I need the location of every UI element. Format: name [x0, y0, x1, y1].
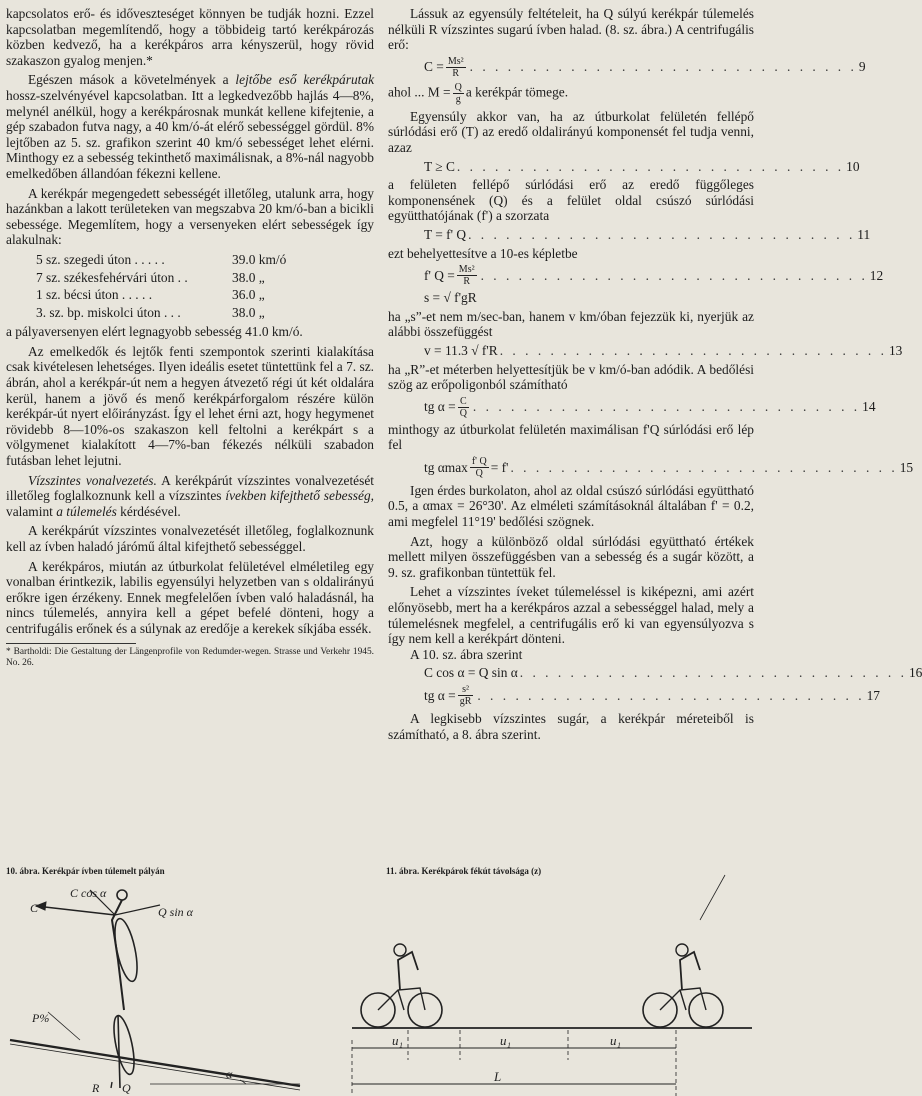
left-paragraph-8: A kerékpáros, miután az útburkolat felületével elméletileg egy vonalban érintkezik, labilis egyensúlyi helyzetben van s oldalirányú erőkre igen érzékeny. Ennek megfelelően ívben való haladásnál, ha nincs túlemelés, annyira kell a gépet befelé dönteni, hogy a centrifugális erőnek és a súlynak az eredője a kerekek síkjába essék.: [6, 558, 374, 636]
route-name: 3. sz. bp. miskolci úton . . .: [36, 304, 181, 320]
p-pointer: [48, 1012, 80, 1040]
equation-number: 10: [846, 158, 860, 174]
numerator: Ms²: [458, 264, 475, 276]
equation-lhs: C =: [424, 59, 444, 75]
right-paragraph-7: ha „R”-et méterben helyettesítjük be v km/ó-ban adódik. A bedőlési szög az erőpoligonból számítható: [388, 361, 754, 393]
rider-1-head: [394, 944, 406, 956]
route-speed: 38.0 „: [232, 269, 265, 285]
equation-number: 14: [862, 399, 876, 415]
left-paragraph-4: a pályaversenyen elért legnagyobb sebesség 41.0 km/ó.: [6, 324, 303, 340]
equation-lhs: C cos α = Q sin α: [424, 665, 518, 681]
leader-dots: . . . . . . . . . . . . . . . . . . . . . . . . . . . . . . .: [510, 459, 898, 475]
rider-2-icon: [680, 952, 700, 990]
left-paragraph-7: A kerékpárút vízszintes vonalvezetését illetőleg, foglalkoznunk kell az ívben haladó járómű által kifejthető sebességgel.: [6, 523, 374, 554]
emphasis-term: lejtőbe eső kerékpárutak: [235, 72, 375, 88]
route-speed: 39.0 km/ó: [232, 251, 287, 267]
diagonal-line: [700, 875, 725, 920]
equation-number: 9: [858, 59, 866, 75]
label-alpha: α: [226, 1067, 233, 1081]
front-wheel-icon: [110, 1014, 138, 1076]
leader-dots: . . . . . . . . . . . . . . . . . . . . . . . . . . . . . . .: [519, 665, 907, 681]
route-speed: 36.0 „: [232, 287, 265, 303]
equation-lhs: T = f' Q: [424, 226, 467, 242]
label-c: C: [30, 901, 39, 915]
right-paragraph-9: Igen érdes burkolaton, ahol az oldal csúszó súrlódási együttható 0.5, a αmax = 26°30'. Az elméleti számításoknál általában f' = 0.2, ami megfelel 11°19' bedőlési szögnek.: [388, 482, 754, 530]
bicycle-1-frame-icon: [378, 988, 425, 1010]
text-span: A kerékpárút vízszintes vonalvezetését illetőleg foglalkoznunk kell a vízszintes: [6, 472, 374, 504]
denominator: Q: [475, 467, 483, 479]
equation-rhs: = f': [490, 459, 509, 475]
label-q: Q: [122, 1081, 131, 1095]
rider-head: [117, 890, 127, 900]
equation-lhs: T ≥ C: [424, 158, 455, 174]
numerator: Q: [454, 81, 462, 93]
right-paragraph-4: a felületen fellépő súrlódási erő az eredő függőleges komponensének (Q) és a felület oldal csúszó súrlódási együtthatójának (f') a szorzata: [388, 177, 754, 224]
equation-lhs: v = 11.3 √ f'R: [424, 342, 498, 358]
left-paragraph-3: A kerékpár megengedett sebességét illetőleg, utalunk arra, hogy hazánkban a lakott területeken van megszabva 20 km/ó-ban a bicikli sebessége. Megemlítem, hogy a versenyeken elért sebességek így alakulnak:: [6, 185, 374, 248]
right-paragraph-1: Lássuk az egyensúly feltételeit, ha Q súlyú kerékpár túlemelés nélküli R vízszintes sugarú ívben halad. (8. sz. ábra.) A centrifugális erő:: [388, 6, 754, 53]
equation-number: 12: [869, 267, 884, 283]
right-paragraph-6: ha „s”-et nem m/sec-ban, hanem v km/óban fejezzük ki, nyerjük az alábbi összefüggést: [388, 308, 754, 340]
inclined-road-line: [10, 1040, 300, 1086]
leader-dots: . . . . . . . . . . . . . . . . . . . . . . . . . . . . . . .: [472, 399, 861, 415]
q-sin-arrow: [115, 905, 160, 915]
denominator: R: [463, 276, 471, 288]
equation-lhs: tg αmax: [424, 459, 468, 475]
equation-lhs: f' Q =: [424, 267, 455, 283]
label-u1: u₁: [392, 1033, 404, 1048]
label-r: R: [92, 1081, 100, 1095]
bicycle-2-frame-icon: [660, 988, 706, 1010]
right-paragraph-12: A 10. sz. ábra szerint: [410, 646, 523, 662]
equation-number: 15: [899, 459, 914, 475]
left-paragraph-1: kapcsolatos erő- és időveszteséget könnyen be tudják hozni. Ezzel kapcsolatban megemlítendő, hogy a többideig tartó kerékpározás közben kedvező, ha a kerékpáros arra kényszerül, hogy rövid szakaszon gyalog menjen.*: [6, 6, 374, 68]
route-name: 7 sz. székesfehérvári úton . .: [36, 269, 188, 285]
text-span: ahol ... M =: [388, 84, 451, 100]
rear-wheel-icon: [111, 917, 142, 983]
route-speed: 38.0 „: [232, 304, 265, 320]
equation-lhs: tg α =: [424, 687, 456, 703]
leader-dots: . . . . . . . . . . . . . . . . . . . . . . . . . . . . . . .: [480, 267, 868, 283]
equation-number: 17: [866, 687, 880, 703]
label-u3: u₁: [610, 1033, 622, 1048]
right-paragraph-3: Egyensúly akkor van, ha az útburkolat felületén fellépő súrlódási erő (T) az eredő oldalirányú komponensét fel tudja venni, azaz: [388, 108, 754, 155]
force-c-arrow: [36, 906, 115, 915]
text-span: a kerékpár tömege.: [465, 84, 569, 100]
equation-number: 13: [888, 342, 903, 358]
emphasis-term: a túlemelés: [56, 503, 117, 519]
rider-silhouette: [112, 900, 124, 1010]
label-u2: u₁: [500, 1033, 512, 1048]
right-paragraph-8: minthogy az útburkolat felületén maximálisan f'Q súrlódási erő lép fel: [388, 421, 754, 453]
rider-2-head: [676, 944, 688, 956]
route-name: 1 sz. bécsi úton . . . . .: [36, 287, 153, 303]
equation-lhs: s = √ f'gR: [424, 290, 477, 306]
right-paragraph-10: Azt, hogy a különböző oldal súrlódási együttható értékek mellett milyen összefüggésben van a sebesség és a sugár között, a 9. sz. grafikonban tüntettük fel.: [388, 533, 754, 580]
numerator: C: [458, 396, 469, 408]
figure-10-diagram: [10, 886, 300, 1095]
numerator: Ms²: [447, 55, 464, 67]
denominator: gR: [459, 696, 472, 707]
left-paragraph-5: Az emelkedők és lejtők fenti szempontok szerinti kialakítása csak kivételesen lehetséges. Ilyen ideális esetet tüntettünk fel a 7. sz. ábrán, ahol a kerékpár-út nem a hegyen átvezető régi út két oldalára kerül, hanem a jövő és menő kerékpárforgalom részére külön kerékpár-út nyert előirányzást. Így el lehet érni azt, hogy hegymenet rövidebb 8—10%-os szakaszon kell feltolni a kerékpárt s a völgymenet kialakított 4—7%-ban fékezés nélküli szabadon futásban lehet lejutni.: [6, 343, 374, 469]
road-surface-line: [10, 1044, 300, 1090]
route-name: 5 sz. szegedi úton . . . . .: [36, 251, 165, 267]
text-span: Egészen mások a követelmények a: [28, 72, 236, 88]
label-q-sin: Q sin α: [158, 905, 193, 919]
force-q-arrow: [118, 1015, 120, 1088]
right-paragraph-13: A legkisebb vízszintes sugár, a kerékpár méreteiből is számítható, a 8. ábra szerint.: [388, 711, 754, 742]
text-span: valamint: [6, 503, 57, 519]
leader-dots: . . . . . . . . . . . . . . . . . . . . . . . . . . . . . . .: [499, 342, 887, 358]
emphasis-term: ívekben kifejthető sebesség,: [225, 488, 375, 504]
figure-11-caption: 11. ábra. Kerékpárok fékút távolsága (z): [386, 866, 542, 876]
equation-lhs: tg α =: [424, 399, 456, 415]
equation-number: 11: [857, 226, 871, 242]
label-p-percent: P%: [32, 1011, 50, 1025]
force-r-arrow: [111, 1082, 112, 1088]
leader-dots: . . . . . . . . . . . . . . . . . . . . . . . . . . . . . . .: [477, 687, 865, 703]
denominator: R: [452, 67, 460, 79]
footnote: * Bartholdi: Die Gestaltung der Längenprofile von Redumder-wegen. Strasse und Verkehr 1945. No. 26.: [6, 646, 374, 668]
right-paragraph-5: ezt behelyettesítve a 10-es képletbe: [388, 245, 578, 261]
rider-1-icon: [398, 952, 418, 990]
leader-dots: . . . . . . . . . . . . . . . . . . . . . . . . . . . . . . .: [468, 226, 856, 242]
section-heading: Vízszintes vonalvezetés.: [28, 472, 157, 488]
leader-dots: . . . . . . . . . . . . . . . . . . . . . . . . . . . . . . .: [456, 158, 845, 174]
label-l: L: [494, 1069, 502, 1084]
right-paragraph-11: Lehet a vízszintes íveket túlemeléssel is kiképezni, ami azért előnyösebb, mert ha a kerékpáros azzal a sebességgel halad, mely a túlemelésnek megfelel, a centrifugális erő ki van egyensúlyozva s így nem kell a kerékpárt dönteni.: [388, 584, 754, 647]
figure-10-caption: 10. ábra. Kerékpár ívben túlemelt pályán: [6, 866, 165, 876]
leader-dots: . . . . . . . . . . . . . . . . . . . . . . . . . . . . . . .: [469, 59, 857, 75]
text-span: hossz-szelvényével kapcsolatban. Itt a legkedvezőbb hajlás 4—8%, melynél anélkül, hogy a kerékpárosnak munkát kellene kifejtenie, a gép szabadon futva nagy, a 40 km/ó-át elérő sebességgel gördül. 8% lejtőben az 5. sz. grafikon szerint 40 km/ó sebességet lehet elérni. Minthogy ez a sebesség tekinthető maximálisnak, a 8%-nál nagyobb emelkedőben állandóan fékezni kellene.: [6, 87, 374, 181]
numerator: s²: [458, 684, 474, 696]
equation-number: 16: [908, 665, 922, 681]
text-span: kérdésével.: [116, 503, 181, 519]
denominator: Q: [459, 407, 467, 419]
numerator: f' Q: [471, 455, 487, 467]
figure-11-diagram: [352, 875, 752, 1096]
denominator: g: [455, 93, 461, 105]
label-c-cos: C cos α: [70, 886, 107, 900]
